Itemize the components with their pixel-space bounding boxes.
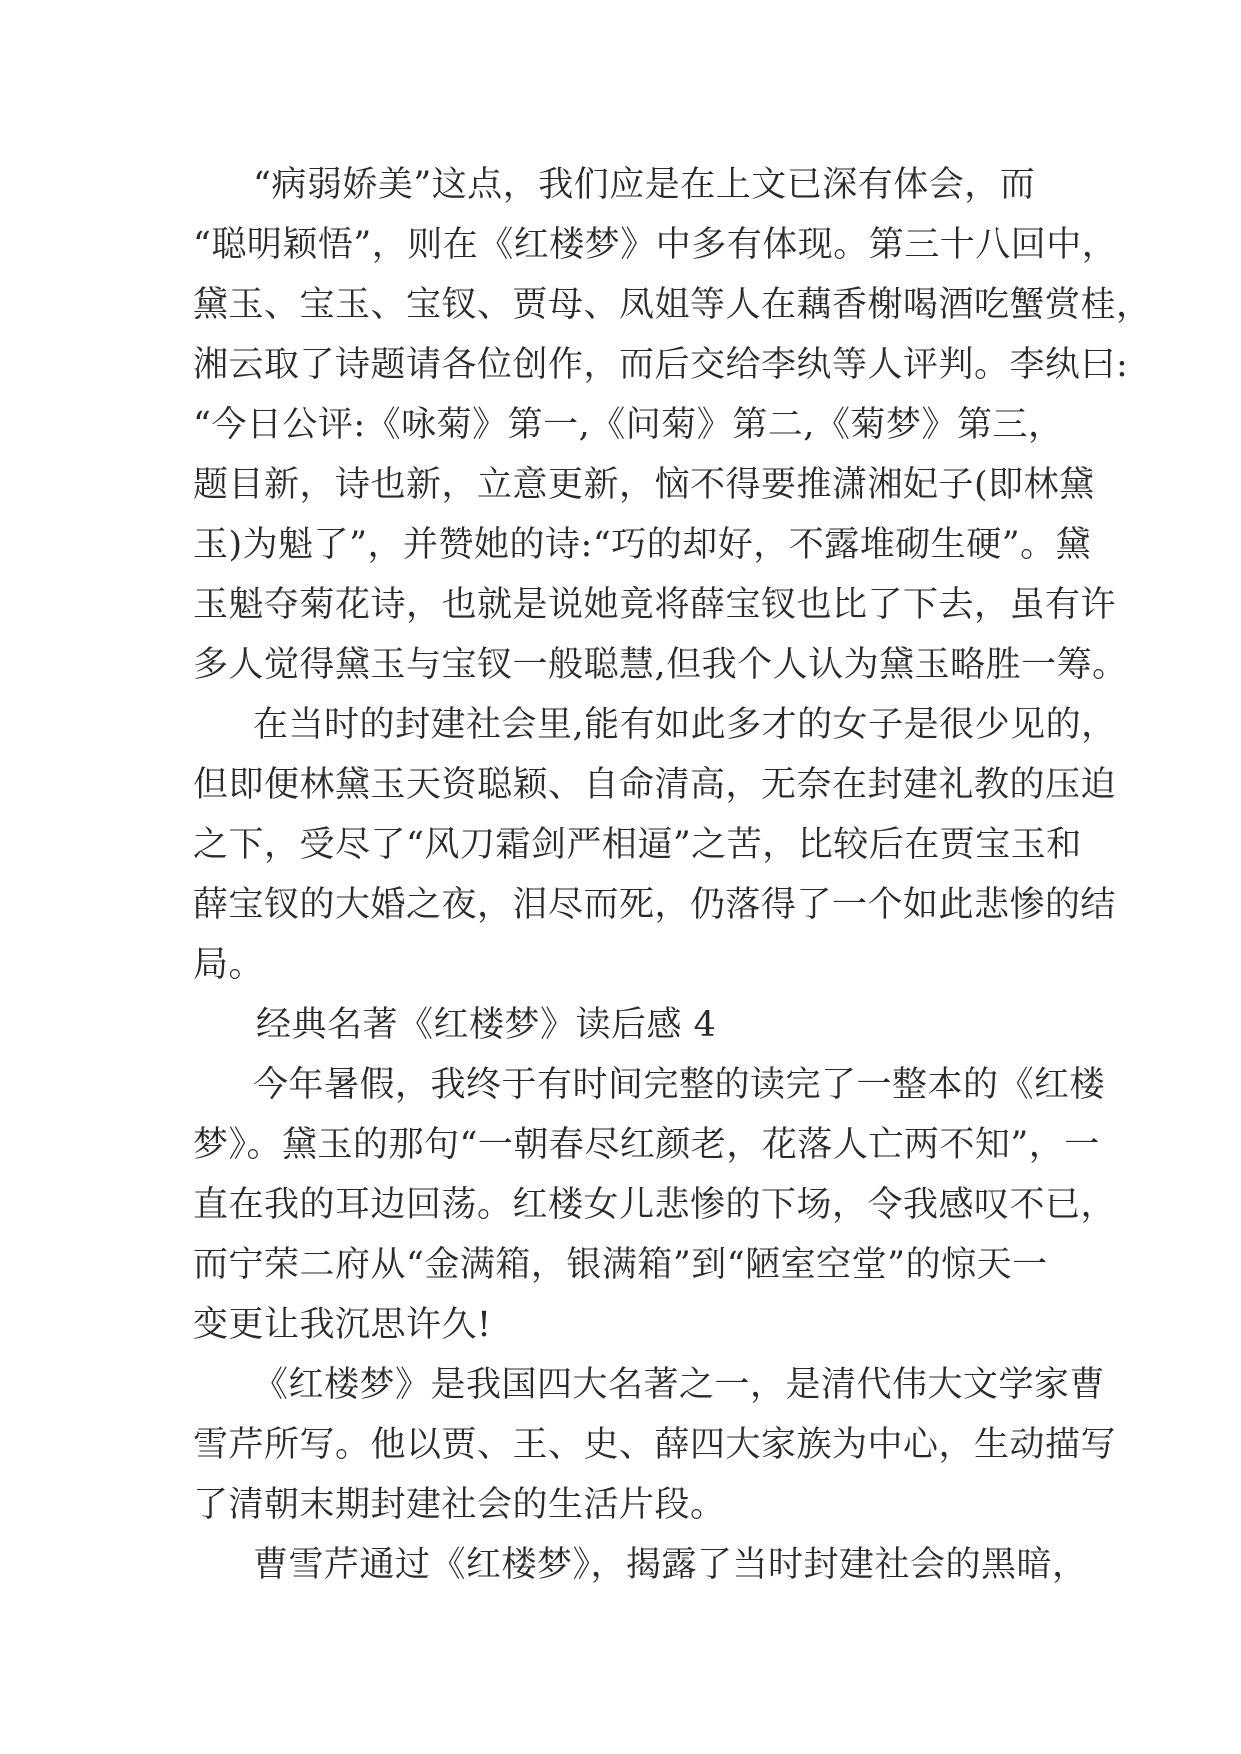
text-line: 之下，受尽了“风刀霜剑严相逼”之苦，比较后在贾宝玉和 bbox=[193, 825, 1082, 865]
text-line: 多人觉得黛玉与宝钗一般聪慧,但我个人认为黛玉略胜一筹。 bbox=[193, 645, 1128, 685]
text-line: 题目新，诗也新，立意更新，恼不得要推潇湘妃子(即林黛 bbox=[193, 465, 1095, 505]
text-line: 直在我的耳边回荡。红楼女儿悲惨的下场，令我感叹不已， bbox=[193, 1185, 1117, 1225]
text-line: 梦》。黛玉的那句“一朝春尽红颜老，花落人亡两不知”，一 bbox=[193, 1125, 1100, 1165]
text-line: 但即便林黛玉天资聪颖、自命清高，无奈在封建礼教的压迫 bbox=[193, 765, 1117, 805]
text-line: “聪明颖悟”，则在《红楼梦》中多有体现。第三十八回中， bbox=[193, 225, 1118, 265]
text-line: 曹雪芹通过《红楼梦》，揭露了当时封建社会的黑暗， bbox=[253, 1545, 1088, 1585]
text-line: 局。 bbox=[193, 945, 265, 985]
text-line: 黛玉、宝玉、宝钗、贾母、凤姐等人在藕香榭喝酒吃蟹赏桂， bbox=[193, 285, 1152, 325]
text-line: 变更让我沉思许久! bbox=[193, 1305, 492, 1345]
text-line: 玉)为魁了”，并赞她的诗:“巧的却好，不露堆砌生硬”。黛 bbox=[193, 525, 1092, 565]
text-line: 而宁荣二府从“金满箱，银满箱”到“陋室空堂”的惊天一 bbox=[193, 1245, 1048, 1285]
section-heading: 经典名著《红楼梦》读后感 4 bbox=[256, 1005, 717, 1045]
document-body bbox=[193, 155, 1152, 1595]
text-line: 湘云取了诗题请各位创作，而后交给李纨等人评判。李纨曰: bbox=[193, 345, 1129, 385]
text-line: 今年暑假，我终于有时间完整的读完了一整本的《红楼 bbox=[253, 1065, 1106, 1105]
text-line: 在当时的封建社会里,能有如此多才的女子是很少见的， bbox=[253, 705, 1117, 745]
text-line: “病弱娇美”这点，我们应是在上文已深有体会，而 bbox=[253, 165, 1036, 205]
text-line: 雪芹所写。他以贾、王、史、薛四大家族为中心，生动描写 bbox=[193, 1425, 1117, 1465]
text-line: 玉魁夺菊花诗，也就是说她竟将薛宝钗也比了下去，虽有许 bbox=[193, 585, 1117, 625]
text-line: 了清朝末期封建社会的生活片段。 bbox=[193, 1485, 726, 1525]
text-line: 薛宝钗的大婚之夜，泪尽而死，仍落得了一个如此悲惨的结 bbox=[193, 885, 1117, 925]
text-line: 《红楼梦》是我国四大名著之一，是清代伟大文学家曹 bbox=[253, 1365, 1106, 1405]
text-line: “今日公评:《咏菊》第一,《问菊》第二,《菊梦》第三， bbox=[193, 405, 1064, 445]
